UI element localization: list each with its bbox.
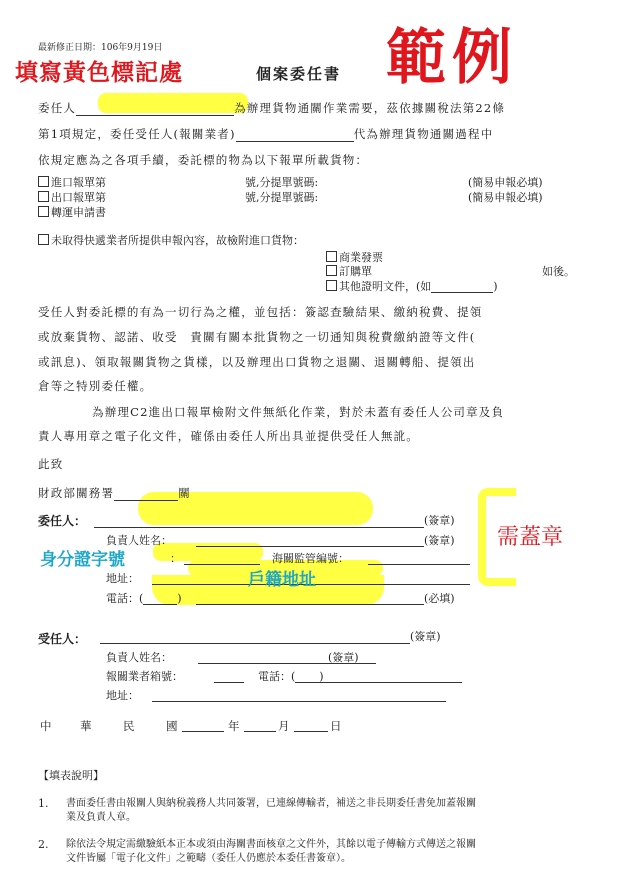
checkbox-export-note: (簡易申報必填) bbox=[468, 191, 543, 204]
principal-phone-line[interactable] bbox=[196, 604, 424, 605]
annotation-household-address: 戶籍地址 bbox=[248, 570, 316, 590]
checkbox-import-note: (簡易申報必填) bbox=[468, 176, 543, 189]
agent-address-line[interactable] bbox=[152, 701, 446, 702]
express-suffix: 如後。 bbox=[542, 265, 575, 278]
option-label: 訂購單 bbox=[339, 265, 372, 278]
principal-label: 委任人 bbox=[38, 101, 77, 115]
month-blank[interactable] bbox=[244, 731, 276, 732]
office-prefix: 財政部關務署 bbox=[38, 486, 115, 500]
principal-address-label: 地址： bbox=[106, 572, 139, 585]
date-char-2: 華 bbox=[80, 719, 93, 733]
checkbox-export[interactable] bbox=[38, 191, 106, 204]
customs-office bbox=[38, 485, 191, 501]
close-paren: ) bbox=[493, 280, 498, 293]
checkbox-box[interactable] bbox=[326, 251, 337, 262]
authority-p2-l2: 責人專用章之電子化文件，確係由委任人所出具並提供受任人無訛。 bbox=[38, 429, 419, 443]
authority-p1-l4: 倉等之特別委任權。 bbox=[38, 379, 153, 393]
checkbox-label: 轉運申請書 bbox=[51, 206, 106, 219]
date-char-4: 國 bbox=[166, 719, 179, 733]
principal-customs-line[interactable] bbox=[368, 564, 470, 565]
agent-blank[interactable] bbox=[236, 141, 354, 142]
intro-line2-suffix: 代為辦理貨物通關過程中 bbox=[353, 127, 494, 141]
date-char-1: 中 bbox=[40, 719, 53, 733]
principal-rep-line[interactable] bbox=[196, 546, 424, 547]
principal-rep-seal: (簽章) bbox=[424, 534, 455, 547]
checkbox-express[interactable] bbox=[38, 234, 304, 247]
express-option-invoice[interactable] bbox=[326, 251, 383, 264]
checkbox-import[interactable] bbox=[38, 176, 106, 189]
phone-label: 電話：( bbox=[258, 670, 296, 683]
checkbox-box[interactable] bbox=[38, 176, 49, 187]
principal-title: 委任人： bbox=[38, 514, 87, 528]
principal-rep-label: 負責人姓名： bbox=[106, 534, 172, 547]
authority-p2-l1: 為辦理C2進出口報單檢附文件無紙化作業，對於未蓋有委任人公司章及負 bbox=[92, 405, 505, 419]
agent-broker-label: 報關業者箱號： bbox=[106, 670, 183, 683]
express-option-other[interactable] bbox=[326, 280, 498, 293]
intro-line2-prefix: 第1項規定，委任受任人(報關業者) bbox=[38, 127, 236, 141]
date-char-3: 民 bbox=[123, 719, 136, 733]
phone-label: 電話：( bbox=[106, 592, 144, 605]
checkbox-transit[interactable] bbox=[38, 206, 106, 219]
salutation: 此致 bbox=[38, 457, 64, 471]
intro-line-1 bbox=[38, 100, 505, 116]
agent-address-label: 地址： bbox=[106, 689, 139, 702]
office-suffix: 關 bbox=[178, 486, 191, 500]
checkbox-label: 進口報單第 bbox=[51, 176, 106, 189]
principal-name-blank[interactable] bbox=[76, 115, 234, 116]
phone-close: ) bbox=[177, 592, 182, 605]
authority-p1-l3: 或訊息)、領取報關貨物之貨樣，以及辦理出口貨物之退關、退關轉船、提領出 bbox=[38, 355, 476, 369]
form-title: 個案委任書 bbox=[256, 65, 342, 83]
agent-name-line[interactable] bbox=[100, 643, 410, 644]
principal-customs-label: 海關監管編號： bbox=[272, 552, 349, 565]
checkbox-box[interactable] bbox=[326, 265, 337, 276]
option-label: 其他證明文件，(如 bbox=[339, 280, 432, 293]
date-day: 日 bbox=[330, 719, 343, 733]
principal-seal: (簽章) bbox=[424, 514, 455, 527]
year-blank[interactable] bbox=[182, 731, 224, 732]
agent-rep-label: 負責人姓名： bbox=[106, 651, 172, 664]
checkbox-export-mid: 號,分提單號碼: bbox=[245, 191, 319, 204]
intro-line-2 bbox=[38, 126, 493, 142]
revision-date: 最新修正日期：106年9月19日 bbox=[38, 43, 163, 53]
express-option-order[interactable] bbox=[326, 265, 372, 278]
instruction-2-line-1: 除依法令規定需繳驗紙本正本或須由海關書面核章之文件外，其餘以電子傳輸方式傳送之報關 bbox=[66, 839, 476, 850]
instructions-heading: 【填表說明】 bbox=[38, 769, 104, 782]
agent-phone-line[interactable] bbox=[300, 682, 462, 683]
checkbox-import-mid: 號,分提單號碼: bbox=[245, 176, 319, 189]
instruction-1-num: 1. bbox=[38, 797, 49, 810]
instruction-1-line-2: 業及負責人章。 bbox=[66, 812, 136, 823]
principal-name-line[interactable] bbox=[94, 527, 424, 528]
checkbox-box[interactable] bbox=[38, 206, 49, 217]
instruction-2-num: 2. bbox=[38, 838, 49, 851]
authority-p1-l2: 或放棄貨物、認諾、收受 貴關有關本批貨物之一切通知與稅費繳納證等文件( bbox=[38, 330, 476, 344]
instruction-2-line-2: 文件皆屬「電子化文件」之範疇（委任人仍應於本委任書簽章）。 bbox=[66, 853, 351, 864]
authority-p1-l1: 受任人對委託標的有為一切行為之權，並包括：簽認查驗結果、繳納稅費、提領 bbox=[38, 305, 483, 319]
checkbox-box[interactable] bbox=[38, 234, 49, 245]
instruction-1-line-1: 書面委任書由報關人與納稅義務人共同簽署，已連線傳輸者，補送之非長期委任書免加蓋報關 bbox=[66, 798, 476, 809]
agent-title: 受任人： bbox=[38, 632, 87, 646]
sample-mark: 範例 bbox=[386, 23, 518, 93]
date-month: 月 bbox=[278, 719, 291, 733]
principal-phone-note: (必填) bbox=[424, 592, 455, 605]
other-doc-blank[interactable] bbox=[431, 292, 493, 293]
phone-blank[interactable] bbox=[143, 604, 177, 605]
intro-line-3: 依規定應為之各項手續，委託標的物為以下報單所載貨物： bbox=[38, 153, 369, 167]
annotation-fill-yellow: 填寫黃色標記處 bbox=[15, 60, 183, 86]
checkbox-box[interactable] bbox=[326, 280, 337, 291]
agent-broker-line[interactable] bbox=[214, 682, 244, 683]
intro-line1-suffix: 為辦理貨物通關作業需要，茲依據關稅法第22條 bbox=[234, 101, 506, 115]
checkbox-label: 出口報單第 bbox=[51, 191, 106, 204]
agent-seal: (簽章) bbox=[410, 630, 441, 643]
checkbox-box[interactable] bbox=[38, 191, 49, 202]
annotation-seal-required: 需蓋章 bbox=[497, 525, 564, 550]
option-label: 商業發票 bbox=[339, 251, 383, 264]
date-year: 年 bbox=[228, 719, 241, 733]
express-label: 未取得快遞業者所提供申報內容，故檢附進口貨物： bbox=[51, 234, 304, 247]
day-blank[interactable] bbox=[294, 731, 328, 732]
principal-id-colon: ： bbox=[170, 552, 181, 565]
phone-close: ) bbox=[319, 670, 324, 683]
office-blank[interactable] bbox=[114, 500, 178, 501]
principal-phone bbox=[106, 592, 182, 605]
annotation-id-number: 身分證字號 bbox=[40, 550, 125, 570]
agent-rep-seal: (簽章) bbox=[328, 651, 359, 664]
